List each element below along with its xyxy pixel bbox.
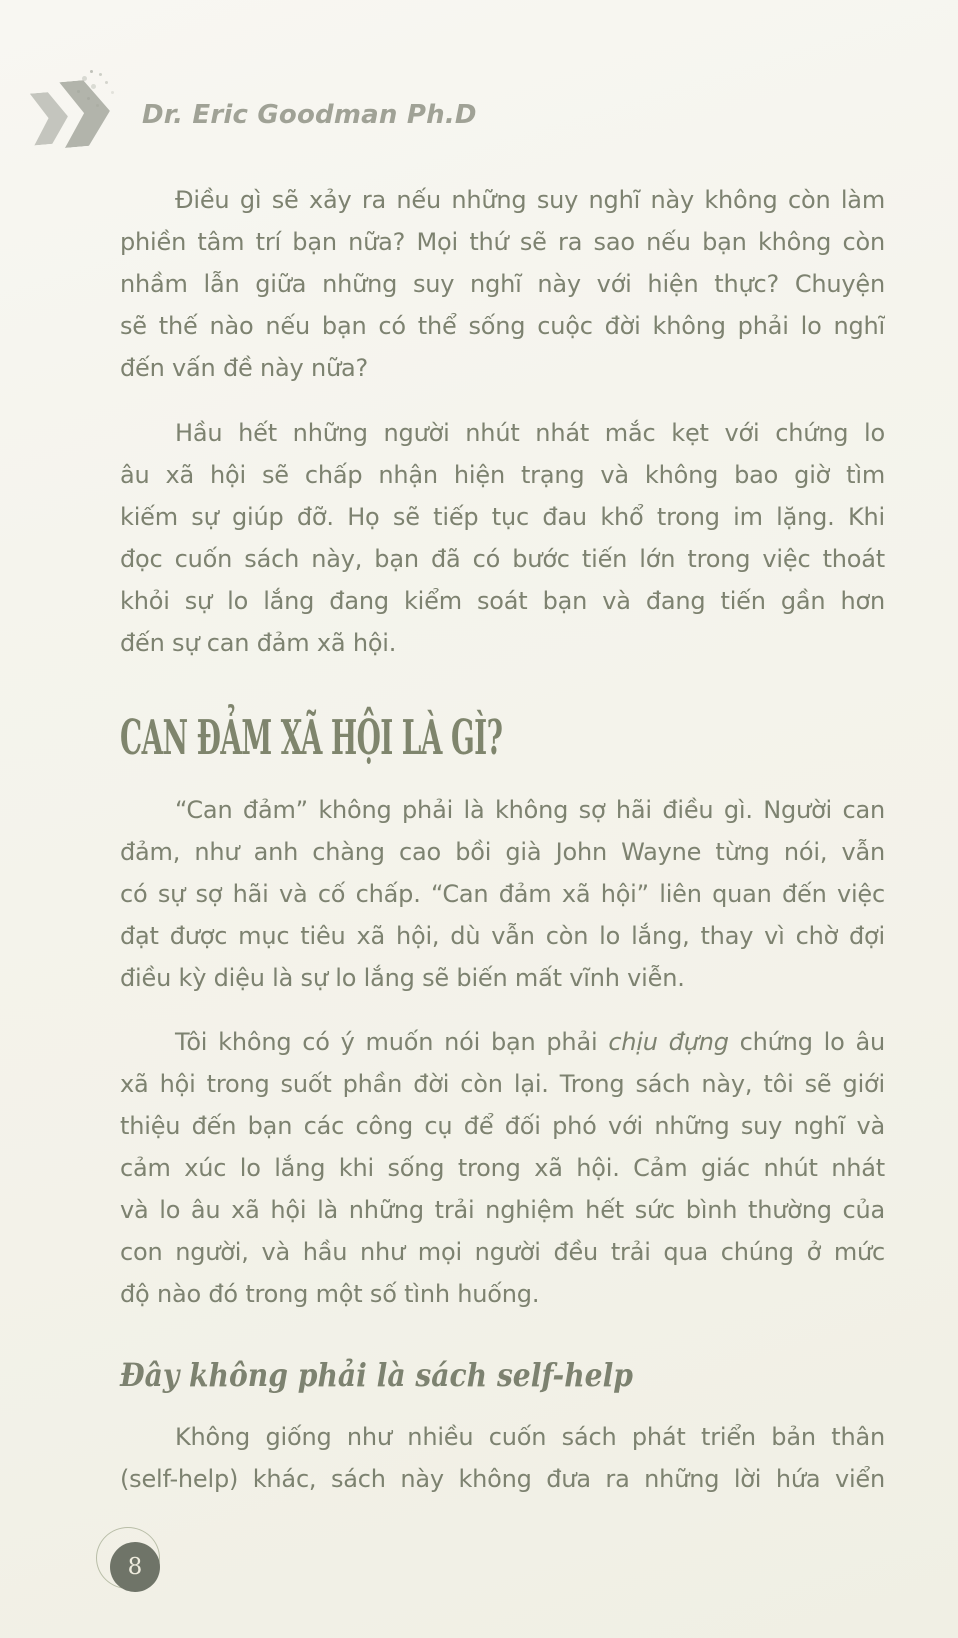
text-line bbox=[120, 1021, 885, 1063]
page-number-circle bbox=[110, 1542, 160, 1592]
text-line: đến vấn đề này nữa? bbox=[120, 354, 369, 382]
text-line: nhầm lẫn giữa những suy nghĩ này với hiện thực? Chuyện bbox=[120, 270, 885, 298]
page-number-badge bbox=[96, 1527, 166, 1593]
text-line: kiếm sự giúp đỡ. Họ sẽ tiếp tục đau khổ trong im lặng. Khi bbox=[120, 503, 885, 531]
text-line: âu xã hội sẽ chấp nhận hiện trạng và không bao giờ tìm bbox=[120, 461, 885, 489]
emphasized-text: chịu đựng bbox=[608, 1028, 729, 1056]
text-line: con người, và hầu như mọi người đều trải qua chúng ở mức bbox=[120, 1238, 885, 1266]
text-run: chứng lo âu bbox=[728, 1028, 885, 1056]
chevron-right-icon bbox=[30, 91, 70, 146]
text-run: Tôi không có ý muốn nói bạn phải bbox=[175, 1028, 609, 1056]
text-line: phiền tâm trí bạn nữa? Mọi thứ sẽ ra sao nếu bạn không còn bbox=[120, 228, 885, 256]
page-content bbox=[120, 179, 885, 1500]
text-line: xã hội trong suốt phần đời còn lại. Trong sách này, tôi sẽ giới bbox=[120, 1070, 885, 1098]
text-line: Điều gì sẽ xảy ra nếu những suy nghĩ này không còn làm bbox=[175, 186, 885, 214]
text-line: điều kỳ diệu là sự lo lắng sẽ biến mất vĩnh viễn. bbox=[120, 964, 685, 992]
paragraph-1 bbox=[120, 179, 885, 389]
text-line: đạt được mục tiêu xã hội, dù vẫn còn lo lắng, thay vì chờ đợi bbox=[120, 922, 885, 950]
ink-speckles-decoration bbox=[90, 70, 93, 73]
text-line: Không giống như nhiều cuốn sách phát triển bản thân bbox=[175, 1423, 885, 1451]
paragraph-3 bbox=[120, 789, 885, 999]
paragraph-4 bbox=[120, 1021, 885, 1315]
text-line: đảm, như anh chàng cao bồi già John Wayne từng nói, vẫn bbox=[120, 838, 885, 866]
author-name: Dr. Eric Goodman Ph.D bbox=[142, 100, 477, 130]
text-line: đọc cuốn sách này, bạn đã có bước tiến lớn trong việc thoát bbox=[120, 545, 885, 573]
text-line: cảm xúc lo lắng khi sống trong xã hội. Cảm giác nhút nhát bbox=[120, 1154, 885, 1182]
subsection-heading: Đây không phải là sách self-help bbox=[120, 1356, 633, 1394]
paragraph-5 bbox=[120, 1416, 885, 1500]
text-line: “Can đảm” không phải là không sợ hãi điều gì. Người can bbox=[175, 796, 885, 824]
text-line: độ nào đó trong một số tình huống. bbox=[120, 1280, 540, 1308]
text-line: và lo âu xã hội là những trải nghiệm hết sức bình thường của bbox=[120, 1196, 885, 1224]
text-line: thiệu đến bạn các công cụ để đối phó với những suy nghĩ và bbox=[120, 1112, 885, 1140]
text-line: Hầu hết những người nhút nhát mắc kẹt với chứng lo bbox=[175, 419, 885, 447]
page-number: 8 bbox=[127, 1554, 143, 1580]
text-line: khỏi sự lo lắng đang kiểm soát bạn và đang tiến gần hơn bbox=[120, 587, 885, 615]
chevron-right-icon bbox=[59, 78, 113, 148]
text-line: (self-help) khác, sách này không đưa ra những lời hứa viển bbox=[120, 1465, 885, 1493]
text-line: sẽ thế nào nếu bạn có thể sống cuộc đời không phải lo nghĩ bbox=[120, 312, 885, 340]
section-heading: CAN ĐẢM XÃ HỘI LÀ GÌ? bbox=[120, 710, 503, 766]
paragraph-2 bbox=[120, 412, 885, 664]
text-line: có sự sợ hãi và cố chấp. “Can đảm xã hội” liên quan đến việc bbox=[120, 880, 885, 908]
running-head bbox=[30, 78, 477, 152]
text-line: đến sự can đảm xã hội. bbox=[120, 629, 397, 657]
double-chevron-icon bbox=[30, 78, 118, 152]
